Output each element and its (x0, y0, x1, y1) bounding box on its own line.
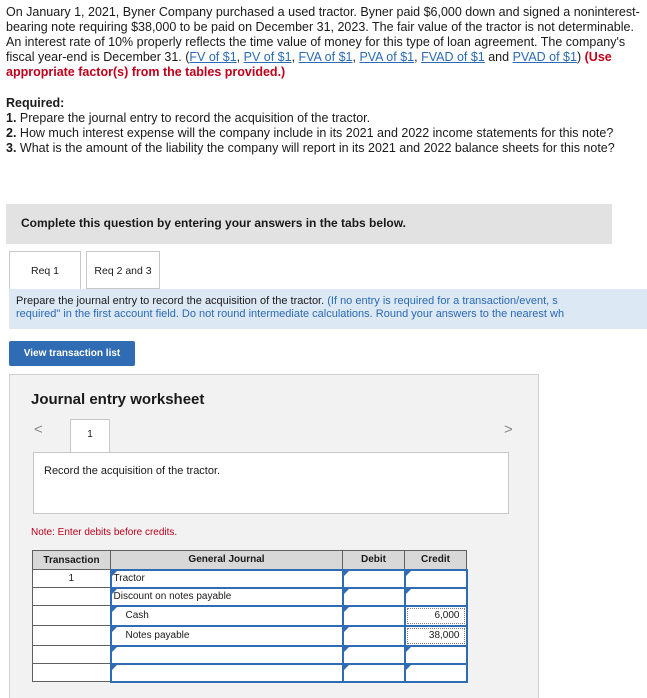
transaction-cell: 1 (33, 570, 111, 588)
link-pv[interactable]: PV of $1 (243, 50, 292, 64)
factor-instruction: (Use appropriate factor(s) from the tables provided.) (6, 50, 612, 79)
worksheet-title: Journal entry worksheet (31, 391, 205, 408)
debit-field[interactable] (343, 664, 405, 682)
credit-value: 38,000 (407, 628, 465, 644)
dropdown-marker-icon (112, 647, 117, 652)
header-debit: Debit (343, 551, 405, 570)
required-heading: Required: (6, 96, 65, 110)
prompt-note-1: (If no entry is required for a transaction/event, s (327, 295, 558, 307)
credit-field[interactable] (405, 626, 467, 646)
chevron-left-icon[interactable]: < (34, 421, 43, 438)
debit-field[interactable] (343, 646, 405, 664)
table-row (33, 664, 467, 682)
credit-field[interactable] (405, 646, 467, 664)
account-name: Cash (125, 610, 149, 621)
problem-intro: On January 1, 2021, Byner Company purchased a used tractor. Byner paid $6,000 down and signed a noninterest-bearing note requiring $38,000 to be paid on December 31, 2023. The fair value of the tractor is not determinable. An interest rate of 10% properly reflects the time value of money for this type of loan agreement. The company's fiscal year-end is December 31. (FV of $1, PV of $1, FVA of $1, PVA of $1, FVAD of $1 and PVAD of $1) (Use appropriate factor(s) from the tables provided.) (6, 5, 640, 79)
table-row (33, 588, 467, 606)
dropdown-marker-icon (112, 665, 117, 670)
dropdown-marker-icon (406, 647, 411, 652)
chevron-right-icon[interactable]: > (504, 421, 513, 438)
transaction-cell (33, 646, 111, 664)
header-transaction: Transaction (33, 551, 111, 570)
table-row (33, 646, 467, 664)
header-credit: Credit (405, 551, 467, 570)
debit-field[interactable] (343, 606, 405, 626)
required-section (6, 96, 642, 156)
req-num-1: 1. (6, 111, 17, 125)
transaction-cell (33, 664, 111, 682)
credit-field[interactable] (405, 606, 467, 626)
debit-field[interactable] (343, 588, 405, 606)
account-name: Tractor (113, 573, 145, 584)
tab-req-1[interactable]: Req 1 (9, 251, 81, 290)
view-transaction-list-button[interactable]: View transaction list (9, 341, 135, 366)
tab-req-2-and-3[interactable]: Req 2 and 3 (86, 251, 160, 289)
account-field[interactable] (111, 606, 343, 626)
dropdown-marker-icon (112, 571, 117, 576)
credit-field[interactable] (405, 570, 467, 588)
debits-note: Note: Enter debits before credits. (31, 527, 178, 538)
table-row (33, 606, 467, 626)
req-num-3: 3. (6, 141, 17, 155)
entry-description: Record the acquisition of the tractor. (44, 465, 221, 477)
dropdown-marker-icon (112, 607, 117, 612)
req-num-2: 2. (6, 126, 17, 140)
prompt-note-2: required" in the first account field. Do not round intermediate calculations. Round your answers to the nearest wh (16, 308, 565, 320)
dropdown-marker-icon (406, 589, 411, 594)
link-fvad[interactable]: FVAD of $1 (421, 50, 485, 64)
dropdown-marker-icon (344, 665, 349, 670)
header-general-journal: General Journal (111, 551, 343, 570)
intro-text: On January 1, 2021, Byner Company purchased a used tractor. Byner paid $6,000 down and signed a noninterest-bearing note requiring $38,000 to be paid on December 31, 2023. The fair value of the tractor is not determinable. An interest rate of 10% properly reflects the time value of money for this type of loan agreement. The company's fiscal year-end is December 31. ( (6, 5, 640, 64)
account-field[interactable] (111, 646, 343, 664)
table-row (33, 570, 467, 588)
account-name: Notes payable (125, 630, 190, 641)
transaction-cell (33, 626, 111, 646)
link-fv[interactable]: FV of $1 (189, 50, 237, 64)
dropdown-marker-icon (112, 627, 117, 632)
journal-entry-worksheet (9, 374, 539, 698)
and-text: and (488, 50, 510, 64)
prompt-main: Prepare the journal entry to record the acquisition of the tractor. (16, 295, 325, 307)
dropdown-marker-icon (344, 647, 349, 652)
link-pvad[interactable]: PVAD of $1 (512, 50, 577, 64)
req-text-1: Prepare the journal entry to record the acquisition of the tractor. (19, 111, 371, 125)
dropdown-marker-icon (344, 589, 349, 594)
dropdown-marker-icon (344, 627, 349, 632)
req-text-2: How much interest expense will the company include in its 2021 and 2022 income statements for this note? (19, 126, 614, 140)
link-fva[interactable]: FVA of $1 (298, 50, 353, 64)
dropdown-marker-icon (344, 571, 349, 576)
dropdown-marker-icon (406, 571, 411, 576)
journal-table (32, 550, 468, 683)
instruction-bar: Complete this question by entering your answers in the tabs below. (6, 204, 612, 244)
dropdown-marker-icon (406, 665, 411, 670)
credit-field[interactable] (405, 664, 467, 682)
req-text-3: What is the amount of the liability the company will report in its 2021 and 2022 balance sheets for this note? (19, 141, 615, 155)
link-pva[interactable]: PVA of $1 (359, 50, 415, 64)
account-field[interactable] (111, 626, 343, 646)
transaction-cell (33, 588, 111, 606)
entry-description-box (33, 452, 509, 514)
account-field[interactable] (111, 588, 343, 606)
table-row (33, 626, 467, 646)
debit-field[interactable] (343, 626, 405, 646)
close-paren: ) (576, 50, 582, 64)
account-field[interactable] (111, 664, 343, 682)
credit-field[interactable] (405, 588, 467, 606)
debit-field[interactable] (343, 570, 405, 588)
tab-prompt (9, 289, 647, 329)
dropdown-marker-icon (112, 589, 117, 594)
entry-tab-1[interactable]: 1 (70, 419, 110, 453)
dropdown-marker-icon (344, 607, 349, 612)
credit-value: 6,000 (407, 608, 465, 624)
account-name: Discount on notes payable (113, 591, 232, 602)
transaction-cell (33, 606, 111, 626)
account-field[interactable] (111, 570, 343, 588)
